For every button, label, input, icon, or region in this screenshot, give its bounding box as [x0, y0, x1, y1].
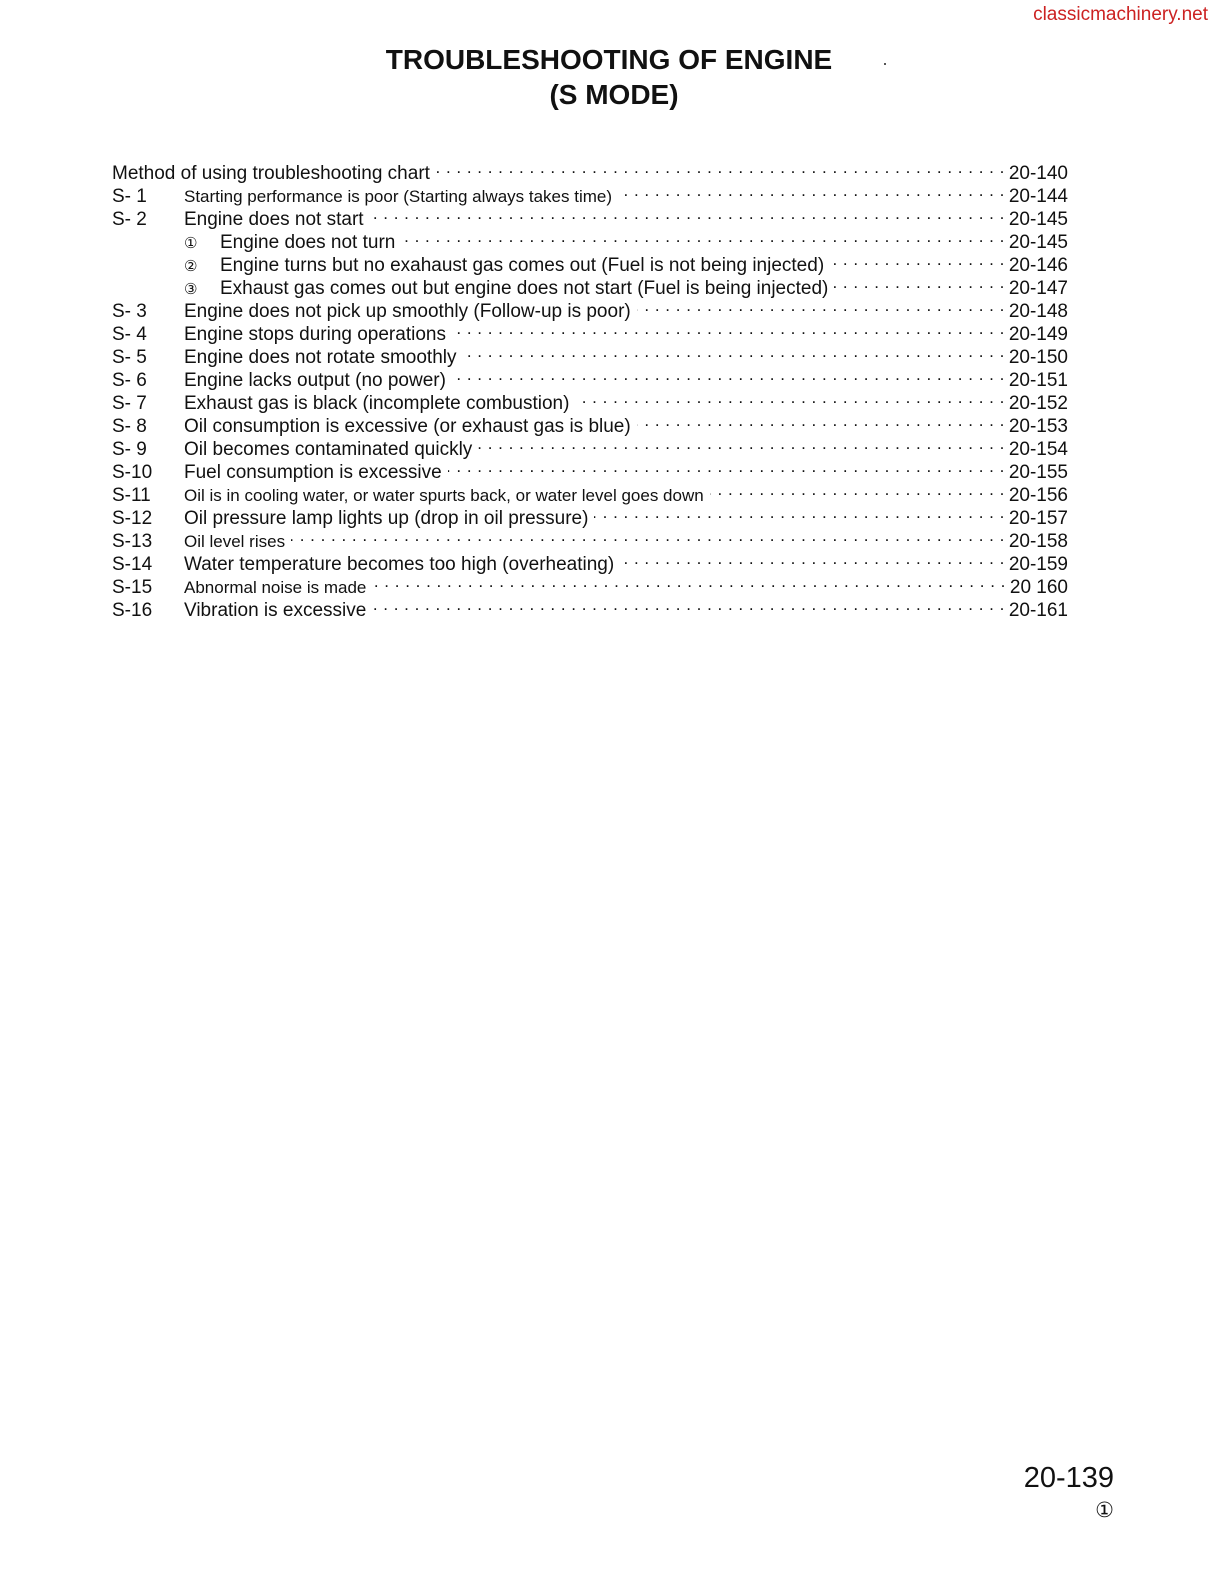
- toc-page: 20-159: [1008, 554, 1068, 575]
- table-of-contents: [112, 156, 1068, 621]
- toc-label: Engine stops during operations: [184, 324, 446, 345]
- toc-label: Oil pressure lamp lights up (drop in oil pressure): [184, 508, 589, 529]
- toc-row-s5[interactable]: [112, 340, 1068, 368]
- toc-row-s1[interactable]: [112, 179, 1068, 207]
- toc-leader-dots: [575, 386, 1004, 409]
- toc-page: 20-161: [1008, 600, 1068, 621]
- toc-row-s8[interactable]: [112, 409, 1068, 437]
- toc-page: 20-151: [1008, 370, 1068, 391]
- toc-page: 20-158: [1008, 531, 1068, 552]
- toc-label: Engine does not turn: [220, 232, 396, 253]
- toc-page: 20-145: [1008, 232, 1068, 253]
- toc-code: S- 6: [112, 370, 147, 391]
- toc-row-s2[interactable]: [112, 202, 1068, 230]
- title-line-2: (S MODE): [549, 79, 679, 110]
- toc-page: 20-150: [1008, 347, 1068, 368]
- toc-leader-dots: [478, 432, 1005, 455]
- toc-leader-dots: [452, 317, 1005, 340]
- circled-two-icon: ②: [184, 258, 198, 275]
- watermark-text: classicmachinery.net: [1033, 4, 1208, 25]
- toc-page: 20-140: [1008, 163, 1068, 184]
- toc-row-s4[interactable]: [112, 317, 1068, 345]
- toc-page: 20-147: [1008, 278, 1068, 299]
- toc-page: 20 160: [1009, 577, 1068, 598]
- toc-leader-dots: [834, 271, 1004, 294]
- toc-row-s14[interactable]: [112, 547, 1068, 575]
- toc-label: Engine turns but no exahaust gas comes out (Fuel is not being injected): [220, 255, 825, 276]
- toc-leader-dots: [637, 294, 1005, 317]
- toc-page: 20-146: [1008, 255, 1068, 276]
- toc-label: Oil becomes contaminated quickly: [184, 439, 473, 460]
- toc-leader-dots: [291, 524, 1005, 547]
- toc-row-s9[interactable]: [112, 432, 1068, 460]
- toc-code: S-13: [112, 531, 153, 552]
- toc-code: S-15: [112, 577, 153, 598]
- toc-code: S-11: [112, 485, 151, 506]
- toc-leader-dots: [830, 248, 1005, 271]
- toc-page: 20-155: [1008, 462, 1068, 483]
- toc-row-s13[interactable]: [112, 524, 1068, 552]
- circled-one-icon: ①: [184, 235, 198, 252]
- toc-leader-dots: [370, 202, 1005, 225]
- toc-label: Engine does not pick up smoothly (Follow-up is poor): [184, 301, 631, 322]
- toc-row-s7[interactable]: [112, 386, 1068, 414]
- toc-code: S-14: [112, 554, 153, 575]
- revision-mark-icon: ①: [1095, 1499, 1114, 1522]
- toc-row-s11[interactable]: [112, 478, 1068, 506]
- toc-leader-dots: [372, 570, 1006, 593]
- toc-code: S-16: [112, 600, 153, 621]
- title-line-1: TROUBLESHOOTING OF ENGINE: [385, 44, 833, 75]
- toc-code: S- 9: [112, 439, 147, 460]
- circled-three-icon: ③: [184, 281, 198, 298]
- toc-label: Starting performance is poor (Starting always takes time): [184, 187, 613, 206]
- toc-code: S- 7: [112, 393, 147, 414]
- toc-page: 20-156: [1008, 485, 1068, 506]
- toc-code: S-10: [112, 462, 153, 483]
- toc-row-s2-sub3[interactable]: [112, 271, 1068, 299]
- toc-leader-dots: [452, 363, 1005, 386]
- toc-page: 20-145: [1008, 209, 1068, 230]
- toc-page: 20-154: [1008, 439, 1068, 460]
- toc-row-intro[interactable]: [112, 156, 1068, 184]
- toc-row-s15[interactable]: [112, 570, 1068, 598]
- scan-speck: [884, 63, 886, 65]
- toc-leader-dots: [618, 179, 1005, 202]
- toc-code: S- 1: [112, 186, 147, 207]
- toc-label: Engine lacks output (no power): [184, 370, 446, 391]
- toc-row-s10[interactable]: [112, 455, 1068, 483]
- toc-code: S-12: [112, 508, 153, 529]
- toc-leader-dots: [372, 593, 1004, 616]
- toc-leader-dots: [463, 340, 1005, 363]
- toc-code: S- 5: [112, 347, 147, 368]
- toc-page: 20-144: [1008, 186, 1068, 207]
- toc-leader-dots: [710, 478, 1005, 501]
- toc-label: Vibration is excessive: [184, 600, 367, 621]
- toc-leader-dots: [448, 455, 1005, 478]
- toc-page: 20-149: [1008, 324, 1068, 345]
- toc-row-s16[interactable]: [112, 593, 1068, 621]
- toc-row-s3[interactable]: [112, 294, 1068, 322]
- toc-label: Water temperature becomes too high (overheating): [184, 554, 615, 575]
- toc-label: Abnormal noise is made: [184, 578, 367, 597]
- toc-label: Engine does not rotate smoothly: [184, 347, 457, 368]
- toc-label: Oil level rises: [184, 532, 286, 551]
- toc-row-s6[interactable]: [112, 363, 1068, 391]
- toc-leader-dots: [620, 547, 1005, 570]
- toc-label: Engine does not start: [184, 209, 364, 230]
- toc-label: Exhaust gas is black (incomplete combustion): [184, 393, 570, 414]
- toc-leader-dots: [637, 409, 1005, 432]
- toc-page: 20-153: [1008, 416, 1068, 437]
- page-title: [0, 42, 1228, 112]
- toc-label: Oil is in cooling water, or water spurts back, or water level goes down: [184, 486, 704, 505]
- toc-row-s2-sub2[interactable]: [112, 248, 1068, 276]
- toc-page: 20-148: [1008, 301, 1068, 322]
- toc-code: S- 4: [112, 324, 147, 345]
- toc-leader-dots: [401, 225, 1004, 248]
- toc-label: Method of using troubleshooting chart: [112, 163, 430, 184]
- toc-row-s12[interactable]: [112, 501, 1068, 529]
- page-number: 20-139: [1023, 1462, 1114, 1494]
- toc-code: S- 8: [112, 416, 147, 437]
- toc-page: 20-152: [1008, 393, 1068, 414]
- toc-leader-dots: [594, 501, 1004, 524]
- toc-label: Exhaust gas comes out but engine does not start (Fuel is being injected): [220, 278, 829, 299]
- toc-leader-dots: [436, 156, 1005, 179]
- toc-label: Fuel consumption is excessive: [184, 462, 442, 483]
- toc-page: 20-157: [1008, 508, 1068, 529]
- toc-code: S- 2: [112, 209, 147, 230]
- toc-label: Oil consumption is excessive (or exhaust gas is blue): [184, 416, 631, 437]
- toc-code: S- 3: [112, 301, 147, 322]
- toc-row-s2-sub1[interactable]: [112, 225, 1068, 253]
